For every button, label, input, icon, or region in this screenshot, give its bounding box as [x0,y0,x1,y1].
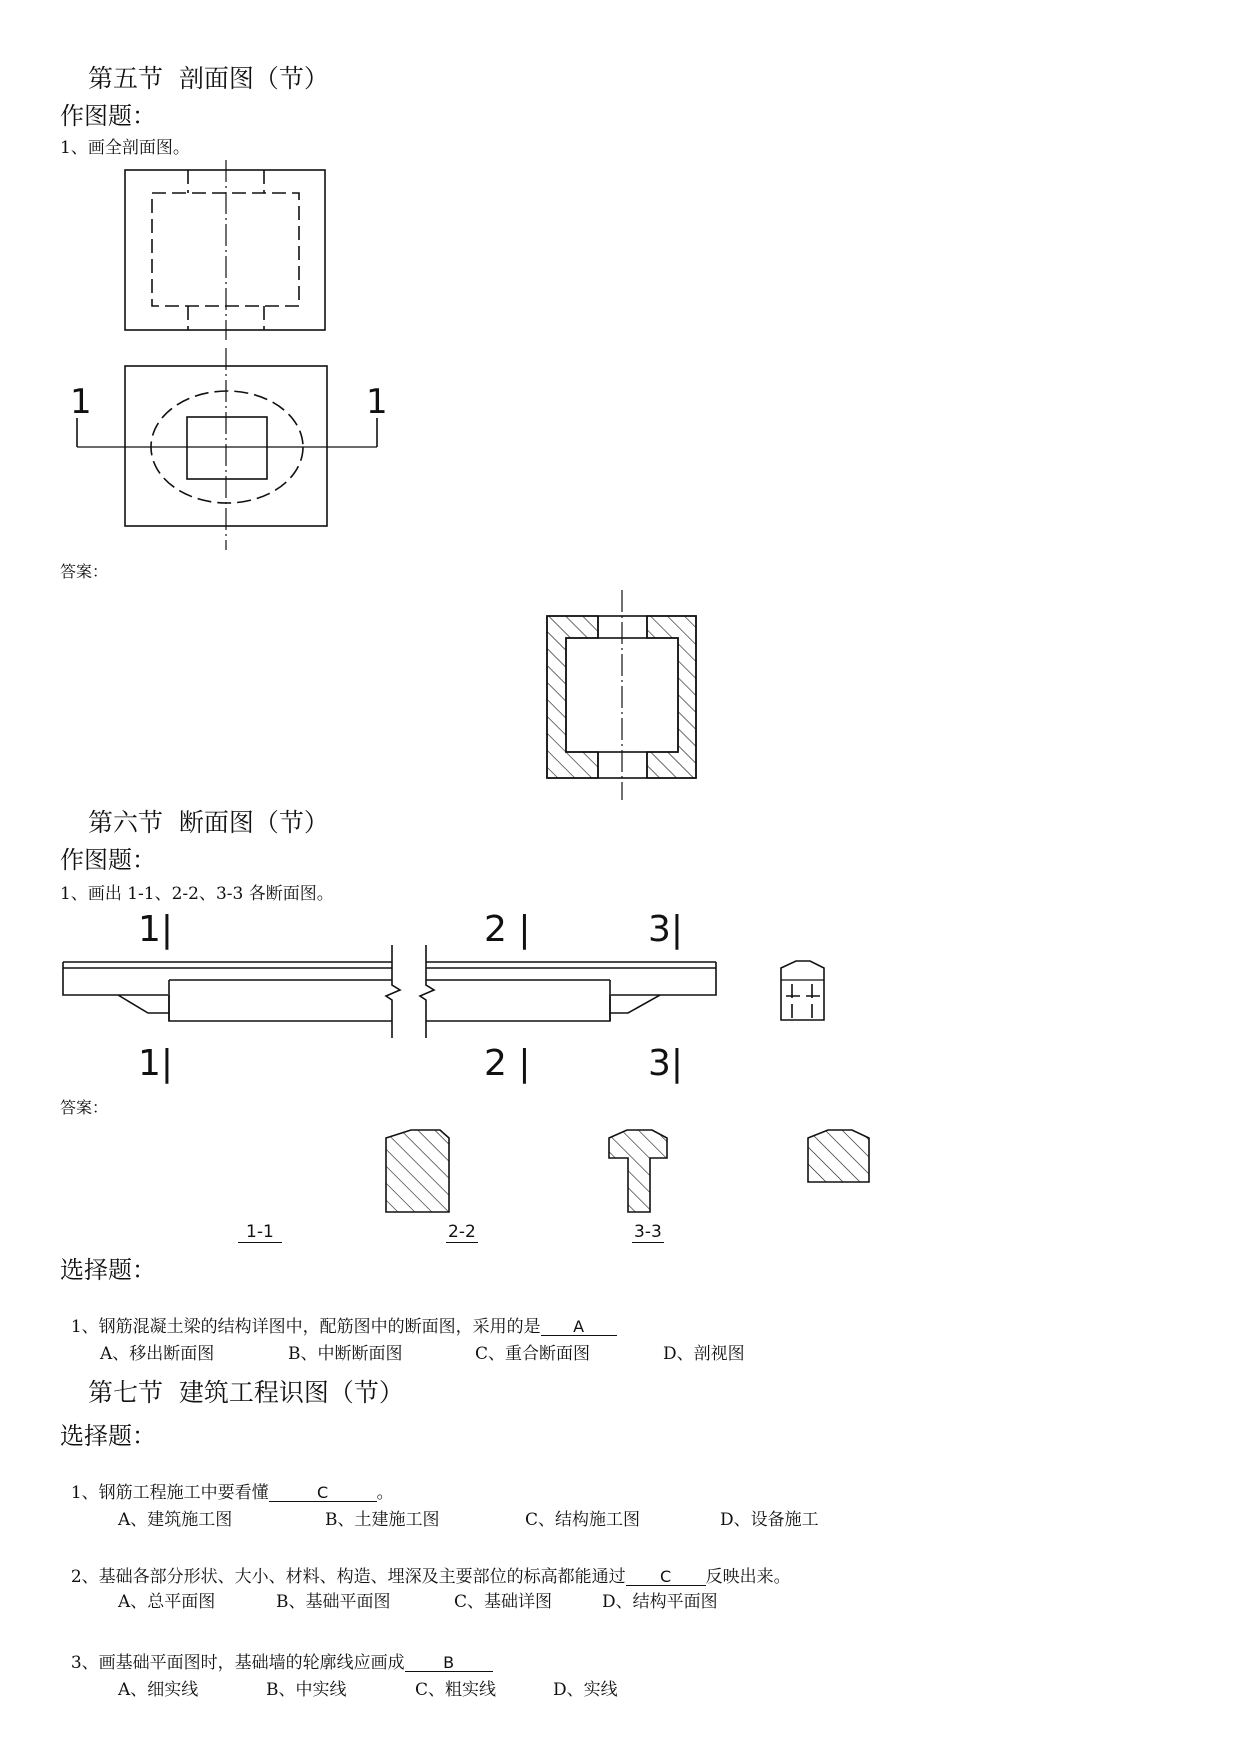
section6-answer-label: 答案： [60,1098,109,1117]
question-text: 2、基础各部分形状、大小、材料、构造、埋深及主要部位的标高都能通过 [70,1567,626,1587]
section5-answer-drawing [547,590,696,800]
option-a: A、建筑施工图 [118,1510,233,1530]
section7-title: 第七节 建筑工程识图（节） [88,1378,404,1407]
option-c: C、结构施工图 [525,1510,641,1530]
cut-mark-bottom-2: 2 | [484,1043,531,1084]
section6-choice-q1 [60,1302,617,1336]
option-c: C、重合断面图 [475,1344,591,1364]
answer-blank: A [541,1319,617,1336]
question-text: 1、钢筋工程施工中要看懂 [70,1483,269,1503]
top-view-inner-square [187,417,267,479]
option-c: C、基础详图 [454,1592,553,1612]
answer-blank: C [626,1569,706,1586]
option-d: D、设备施工 [720,1510,819,1530]
option-a: A、细实线 [118,1680,199,1700]
section6-choice-heading: 选择题： [60,1256,156,1284]
option-a: A、移出断面图 [100,1344,215,1364]
section7-q1 [60,1468,394,1502]
option-d: D、结构平面图 [602,1592,718,1612]
option-a: A、总平面图 [118,1592,216,1612]
option-d: D、实线 [553,1680,618,1700]
cut-mark-top-1: 1| [138,909,174,950]
section6-question-1: 1、画出 1-1、2-2、3-3 各断面图。 [60,884,334,904]
question-text: 1、钢筋混凝土梁的结构详图中，配筋图中的断面图，采用的是 [70,1317,541,1337]
section6-answer-drawings [386,1130,869,1212]
section-label-1-1: 1-1 [238,1224,282,1243]
section6-beam-elevation [63,945,824,1038]
section-label-3-3: 3-3 [634,1222,662,1242]
option-b: B、基础平面图 [276,1592,391,1612]
section5-front-view [125,160,325,340]
option-c: C、粗实线 [415,1680,497,1700]
answer-blank: C [269,1485,377,1502]
option-d: D、剖视图 [663,1344,745,1364]
cut-mark-top-3: 3| [648,909,684,950]
cut-mark-bottom-1: 1| [138,1043,174,1084]
option-b: B、土建施工图 [325,1510,440,1530]
section5-answer-label: 答案： [60,562,109,581]
cut-mark-top-2: 2 | [484,909,531,950]
cut-label-left: 1 [70,382,92,422]
section5-title: 第五节 剖面图（节） [88,64,329,93]
option-b: B、中断断面图 [288,1344,403,1364]
question-tail: 反映出来。 [705,1567,791,1587]
section5-top-view [70,348,388,550]
question-tail: 。 [376,1483,394,1503]
section6-title: 第六节 断面图（节） [88,808,329,837]
question-text: 3、画基础平面图时，基础墙的轮廓线应画成 [70,1653,405,1673]
section-label-2-2: 2-2 [448,1222,476,1242]
section5-question-1: 1、画全剖面图。 [60,138,190,158]
cut-label-right: 1 [366,382,388,422]
section5-draw-heading: 作图题： [60,102,156,130]
section7-choice-heading: 选择题： [60,1422,156,1450]
option-b: B、中实线 [266,1680,347,1700]
section7-q2 [60,1552,791,1586]
cut-mark-bottom-3: 3| [648,1043,684,1084]
section6-draw-heading: 作图题： [60,846,156,874]
answer-blank: B [405,1655,493,1672]
section7-q3 [60,1638,493,1672]
